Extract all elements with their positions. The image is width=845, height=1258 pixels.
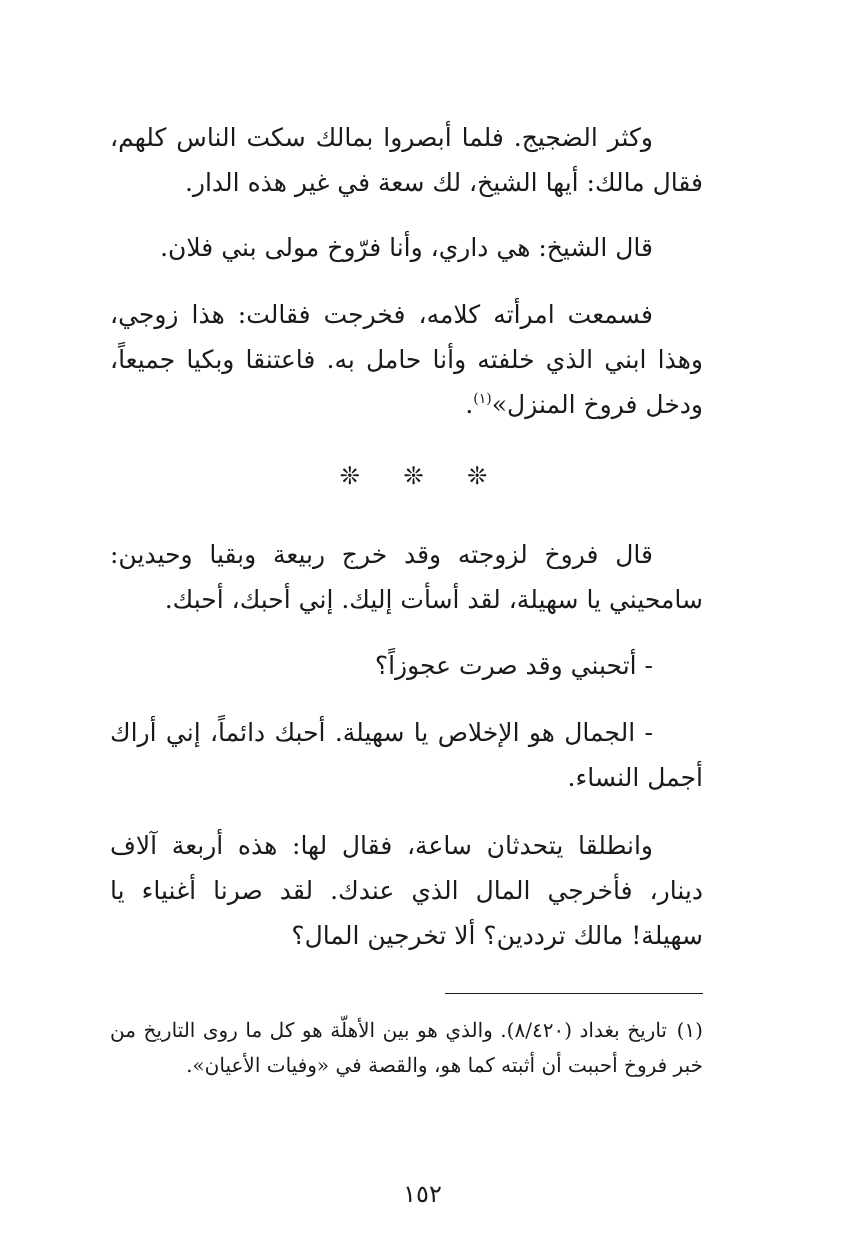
footnote-line: [110, 1013, 703, 1083]
page-number: ١٥٢: [403, 1180, 442, 1208]
paragraph-text: - أتحبني وقد صرت عجوزاً؟: [374, 651, 653, 680]
paragraph-1: [110, 115, 703, 205]
paragraph-text: قال فروخ لزوجته وقد خرج ربيعة وبقيا وحيدين: سامحيني يا سهيلة، لقد أسأت إليك. إني أحبك، أحبك.: [110, 540, 703, 614]
paragraph-end: .: [465, 390, 474, 419]
dialogue-line-2: [110, 710, 703, 800]
paragraph-5: [110, 823, 703, 958]
footnote-reference: (١): [473, 391, 492, 407]
paragraph-body: فسمعت امرأته كلامه، فخرجت فقالت: هذا زوجي، وهذا ابني الذي خلفته وأنا حامل به. فاعتنقا وبكيا جميعاً، ودخل فروخ المنزل»: [110, 300, 703, 419]
paragraph-2: [110, 225, 703, 270]
paragraph-3: [110, 292, 703, 427]
paragraph-4: [110, 532, 703, 622]
section-separator: ❊ ❊ ❊: [339, 462, 506, 490]
paragraph-text: وانطلقا يتحدثان ساعة، فقال لها: هذه أربعة آلاف دينار، فأخرجي المال الذي عندك. لقد صرنا أغنياء يا سهيلة! مالك ترددين؟ ألا تخرجين المال؟: [110, 831, 703, 950]
dialogue-line-1: [110, 643, 703, 688]
paragraph-text: [110, 292, 703, 427]
footnote-text: تاريخ بغداد (٨/٤٢٠). والذي هو بين الأهلّة هو كل ما روى التاريخ من خبر فروخ أحببت أن أثبته كما هو، والقصة في «وفيات الأعيان».: [110, 1018, 703, 1077]
paragraph-text: - الجمال هو الإخلاص يا سهيلة. أحبك دائماً، إني أراك أجمل النساء.: [110, 718, 703, 792]
paragraph-text: قال الشيخ: هي داري، وأنا فرّوخ مولى بني فلان.: [160, 233, 653, 262]
paragraph-text: وكثر الضجيج. فلما أبصروا بمالك سكت الناس كلهم، فقال مالك: أيها الشيخ، لك سعة في غير هذه الدار.: [110, 123, 703, 197]
footnote-divider: [445, 993, 703, 994]
footnote: [110, 1013, 703, 1083]
footnote-number: (١): [676, 1018, 703, 1042]
